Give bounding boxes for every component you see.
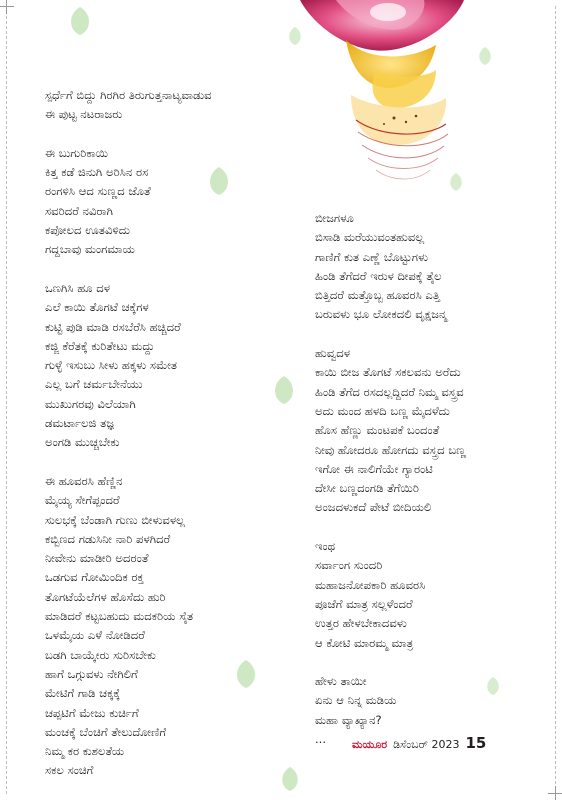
poem-line: ಡಮರ್ಟಾಲಜಿ ತಜ್ಞ <box>45 416 114 431</box>
flower-illustration <box>296 0 466 190</box>
poem-line: ಮುಖುಗರವು ವಿಲೆಯಾಗಿ <box>45 396 136 411</box>
poem-line: ನೀವೇನು ಮಾಡೀರಿ ಅದರಂತೆ <box>45 551 149 566</box>
poem-line: ಸಕಲ ಸಂಚಿಗೆ <box>45 763 94 778</box>
poem-line: ಆ ಕೋಟಿ ಮಾರಮ್ಮ ಮಾತ್ರ <box>315 635 414 650</box>
poem-line: ಕಜ್ಜಿ ಕೆರೆತಕ್ಕೆ ಕುರಿತೇಟು ಮದ್ದು <box>45 338 155 353</box>
stanza <box>315 344 530 518</box>
poem-line: ಮೈಯ್ಯ ಸೇಗೆಪ್ಪಂದರೆ <box>45 493 120 508</box>
magazine-name: ಮಯೂರ <box>352 738 388 751</box>
poem-line: ಒಣಗಿಸಿ ಹೂ ದಳ <box>45 280 111 295</box>
poem-line: ಎಲ್ಲ ಬಗೆ ಚರ್ಮಬೇನೆಯು <box>45 377 143 392</box>
page-number: 15 <box>465 734 487 752</box>
poem-line: ನೀವು ಹೋದರೂ ಹೋಗದು ವಸ್ತ್ರದ ಬಣ್ಣ <box>315 442 467 457</box>
leaf-icon <box>447 172 465 192</box>
poem-line: ಬೀಜಗಳೂ <box>315 211 354 225</box>
poem-line: ಬರುವಳು ಭೂ ಲೋಕದಲಿ ವೃಕ್ಷಜನ್ಮ <box>315 307 447 322</box>
leaf-icon <box>66 6 94 36</box>
poem-line: ಅದು ಮಂದ ಹಳದಿ ಬಣ್ಣ ಮೈದಳೆದು <box>315 403 450 418</box>
issue-date: ಡಿಸೆಂಬರ್ 2023 <box>393 738 460 751</box>
poem-line: ತೊಗಟೆಯೆಲೆಗಳ ಹೊಸೆದು ಹುರಿ <box>45 589 166 604</box>
poem-line: ಪೂಜೆಗೆ ಮಾತ್ರ ಸಲ್ಲಳೆಂದರೆ <box>315 596 413 611</box>
poem-line: ಕಪೋಲದ ಊತವಿಳಿದು <box>45 223 130 238</box>
stanza <box>315 537 530 653</box>
poem-line: ಹೇಳು ತಾಯೀ <box>315 674 367 689</box>
poem-line: ಅಂಜದಳುಕದೆ ಪೇಟೆ ಬೀದಿಯಲಿ <box>315 500 432 515</box>
poem-line: ಗಾಣಿಗೆ ಕುತ ಎಣ್ಣೆ ಬೊಟ್ಟುಗಳು <box>315 249 429 264</box>
poem-line: ಮಾಡಿದರೆ ಕಟ್ಟಬಹುದು ಮದಕರಿಯ ಸೈತ <box>45 609 194 624</box>
poem-line: ಇಂಥ <box>315 539 336 554</box>
stanza <box>45 279 295 453</box>
stanza <box>45 472 295 781</box>
poem-right-column <box>315 209 530 769</box>
crop-mark <box>555 786 556 800</box>
poem-line: ಈ ಪುಟ್ಟ ನಟರಾಜರು <box>45 107 123 122</box>
page-footer <box>352 734 486 752</box>
poem-line: ಒಡಗುವ ಗೋಮಿಂದಿಕ ರಕ್ತ <box>45 570 144 585</box>
poem-line: ಕಾಯಿ ಬೀಜ ತೊಗಟೆ ಸಕಲವನು ಅರೆದು <box>315 365 461 380</box>
poem-line: ರಂಗಳಿಸಿ ಆದ ಸುಣ್ಣದ ಜೊತೆ <box>45 184 151 199</box>
poem-line: ಚಪ್ಪಟಿಗೆ ಮೇಜು ಕುರ್ಚಿಗೆ <box>45 705 139 720</box>
poem-line: ನಿಮ್ಮ ಕರ ಕುಶಲತೆಯ <box>45 744 125 759</box>
poem-line: ಬಿಸಾಡಿ ಮರೆಯುವಂತಹುವಲ್ಲ <box>315 230 425 245</box>
poem-line: ಕುಟ್ಟಿ ಪುಡಿ ಮಾಡಿ ರಸಬೆರೆಸಿ ಹಚ್ಚಿದರೆ <box>45 319 181 334</box>
stanza <box>45 144 295 260</box>
poem-line: ಈ ಬುಗುರಿಕಾಯಿ <box>45 145 109 160</box>
poem-line: ಎಲೆ ಕಾಯಿ ತೊಗಟೆ ಚಕ್ಕೆಗಳ <box>45 300 149 315</box>
poem-line: ಬಿತ್ತಿದರೆ ಮತ್ತೊಬ್ಬ ಹೂವರಸಿ ಎತ್ತಿ <box>315 288 440 303</box>
poem-line: ಹಿಂಡಿ ತೆಗೆದರೆ ಇರುಳ ದೀಪಕ್ಕೆ ತೈಲ <box>315 268 442 283</box>
poem-line: ಉತ್ತರ ಹೇಳಬೇಕಾದವಳು <box>315 616 407 631</box>
leaf-icon <box>476 46 494 66</box>
poem-line: ಸ್ಪರ್ಧೆಗೆ ಬಿದ್ದು ಗಿರಗಿರ ತಿರುಗುತ್ತನಾಟ್ಯವಾಡುವ <box>45 88 212 102</box>
stanza <box>45 86 295 125</box>
poem-line: ಏನು ಆ ನಿನ್ನ ಮಡಿಯ <box>315 693 397 708</box>
poem-line: ಗುಳ್ಳೆ ಇಸುಬು ಸೀಳು ಹಕ್ಕಳು ಸಮೇತ <box>45 358 178 373</box>
crop-mark <box>0 6 14 7</box>
poem-line: ಮಹಾಜನೋಪಕಾರಿ ಹೂವರಸಿ <box>315 577 426 592</box>
poem-line: ಬಡಗಿ ಬಾಯ್ಕೇರು ಸುರಿಸಬೇಕು <box>45 647 156 662</box>
poem-line: ಮಹಾ ವ್ಯಾಖ್ಯಾನ? <box>315 712 382 727</box>
poem-line: ಮೇಟಿಗೆ ಗಾಡಿ ಚಕ್ಕಕ್ಕೆ <box>45 686 121 701</box>
poem-line: ಹುವ್ವದಳ <box>315 346 351 361</box>
poem-line: ಹಾಗೆ ಒಗ್ಗುವಳು ನೇಗಿಲಿಗೆ <box>45 666 138 681</box>
crop-mark <box>6 0 7 14</box>
leaf-icon <box>286 26 304 46</box>
poem-line: ಹಿಂಡಿ ತೆಗೆದ ರಸದಲ್ಲದ್ದಿದರೆ ನಿಮ್ಮ ವಸ್ತ್ರವ <box>315 384 464 399</box>
poem-line: ಸವರಿದರೆ ನವಿರಾಗಿ <box>45 203 113 218</box>
poem-line: ಸರ್ವಾಂಗ ಸುಂದರಿ <box>315 558 383 573</box>
poem-line: ಸುಲಭಕ್ಕೆ ಬೆಂಡಾಗಿ ಗುಣು ಬೀಳುವಳಲ್ಲ <box>45 512 186 527</box>
poem-line: ... <box>315 732 327 747</box>
poem-line: ಗದ್ದಬಾವು ಮಂಗಮಾಯ <box>45 242 135 257</box>
poem-line: ಇಗೋ ಈ ನಾಲಿಗೆಯೇ ಗ್ಯಾರಂಟಿ <box>315 461 433 476</box>
poem-line: ದೇಸೀ ಬಣ್ಣದಂಗಡಿ ತೆಗೆಯಿರಿ <box>315 481 419 496</box>
poem-line: ಕಬ್ಬಿಣದ ಗಡುಸಿನೀ ನಾರಿ ಪಳಗಿದರೆ <box>45 531 171 546</box>
poem-left-column <box>45 86 295 800</box>
poem-line: ಒಳಮೈಯ ಎಳೆ ನೋಡಿದರೆ <box>45 628 145 643</box>
stanza <box>315 209 530 325</box>
poem-line: ಕಿತ್ತ ಕಡೆ ಜಿನುಗಿ ಅರಿಸಿನ ರಸ <box>45 165 149 180</box>
poem-line: ಮಂಚಕ್ಕೆ ಬೆಂಚಿಗೆ ತೇಲುದೋಣಿಗೆ <box>45 724 167 739</box>
poem-line: ಈ ಹೂವರಸಿ ಹೆಣ್ಣಿನ <box>45 473 123 488</box>
poem-line: ಹೊಸ ಹೆಣ್ಣು ಮಂಟಪಕೆ ಬಂದಂತೆ <box>315 423 440 438</box>
poem-line: ಅಂಗಡಿ ಮುಚ್ಚಬೇಕು <box>45 435 120 450</box>
